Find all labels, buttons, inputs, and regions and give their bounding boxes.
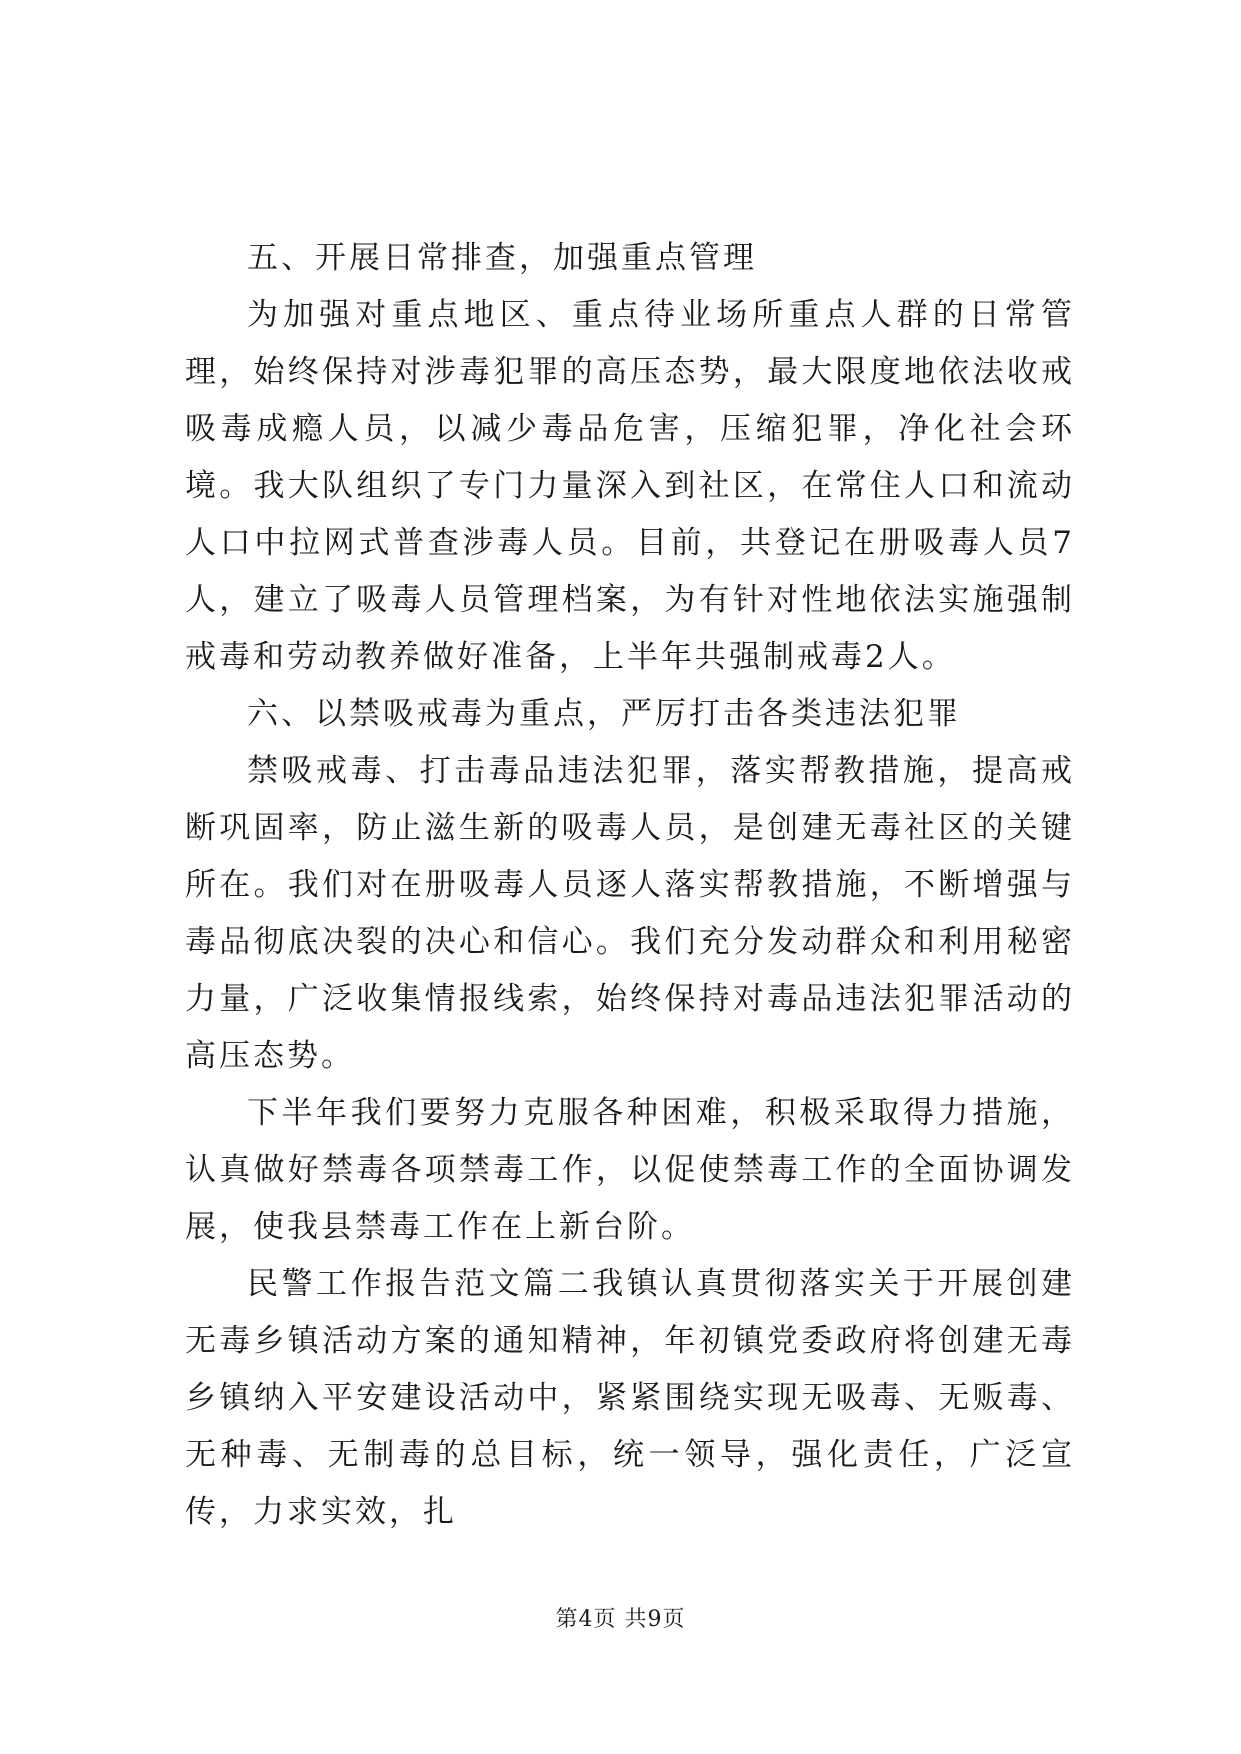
section-heading-5: 五、开展日常排查，加强重点管理 [247,240,757,276]
paragraph-report-two: 民警工作报告范文篇二我镇认真贯彻落实关于开展创建无毒乡镇活动方案的通知精神，年初镇党委政府将创建无毒乡镇纳入平安建设活动中，紧紧围绕实现无吸毒、无贩毒、无种毒、无制毒的总目标，统一领导，强化责任，广泛宣传，力求实效，扎 [185,1266,1075,1530]
paragraph-drug-rehab: 禁吸戒毒、打击毒品违法犯罪，落实帮教措施，提高戒断巩固率，防止滋生新的吸毒人员，是创建无毒社区的关键所在。我们对在册吸毒人员逐人落实帮教措施，不断增强与毒品彻底决裂的决心和信心。我们充分发动群众和利用秘密力量，广泛收集情报线索，始终保持对毒品违法犯罪活动的高压态势。 [185,753,1075,1074]
document-body [185,230,1075,1541]
paragraph-second-half-plan: 下半年我们要努力克服各种困难，积极采取得力措施，认真做好禁毒各项禁毒工作，以促使禁毒工作的全面协调发展，使我县禁毒工作在上新台阶。 [185,1095,1075,1245]
section-heading-6: 六、以禁吸戒毒为重点，严厉打击各类违法犯罪 [247,696,961,732]
paragraph-daily-inspection: 为加强对重点地区、重点待业场所重点人群的日常管理，始终保持对涉毒犯罪的高压态势，最大限度地依法收戒吸毒成瘾人员，以减少毒品危害，压缩犯罪，净化社会环境。我大队组织了专门力量深入到社区，在常住人口和流动人口中拉网式普查涉毒人员。目前，共登记在册吸毒人员7人，建立了吸毒人员管理档案，为有针对性地依法实施强制戒毒和劳动教养做好准备，上半年共强制戒毒2人。 [185,297,1075,675]
page-number-footer: 第4页 共9页 [555,1607,686,1632]
